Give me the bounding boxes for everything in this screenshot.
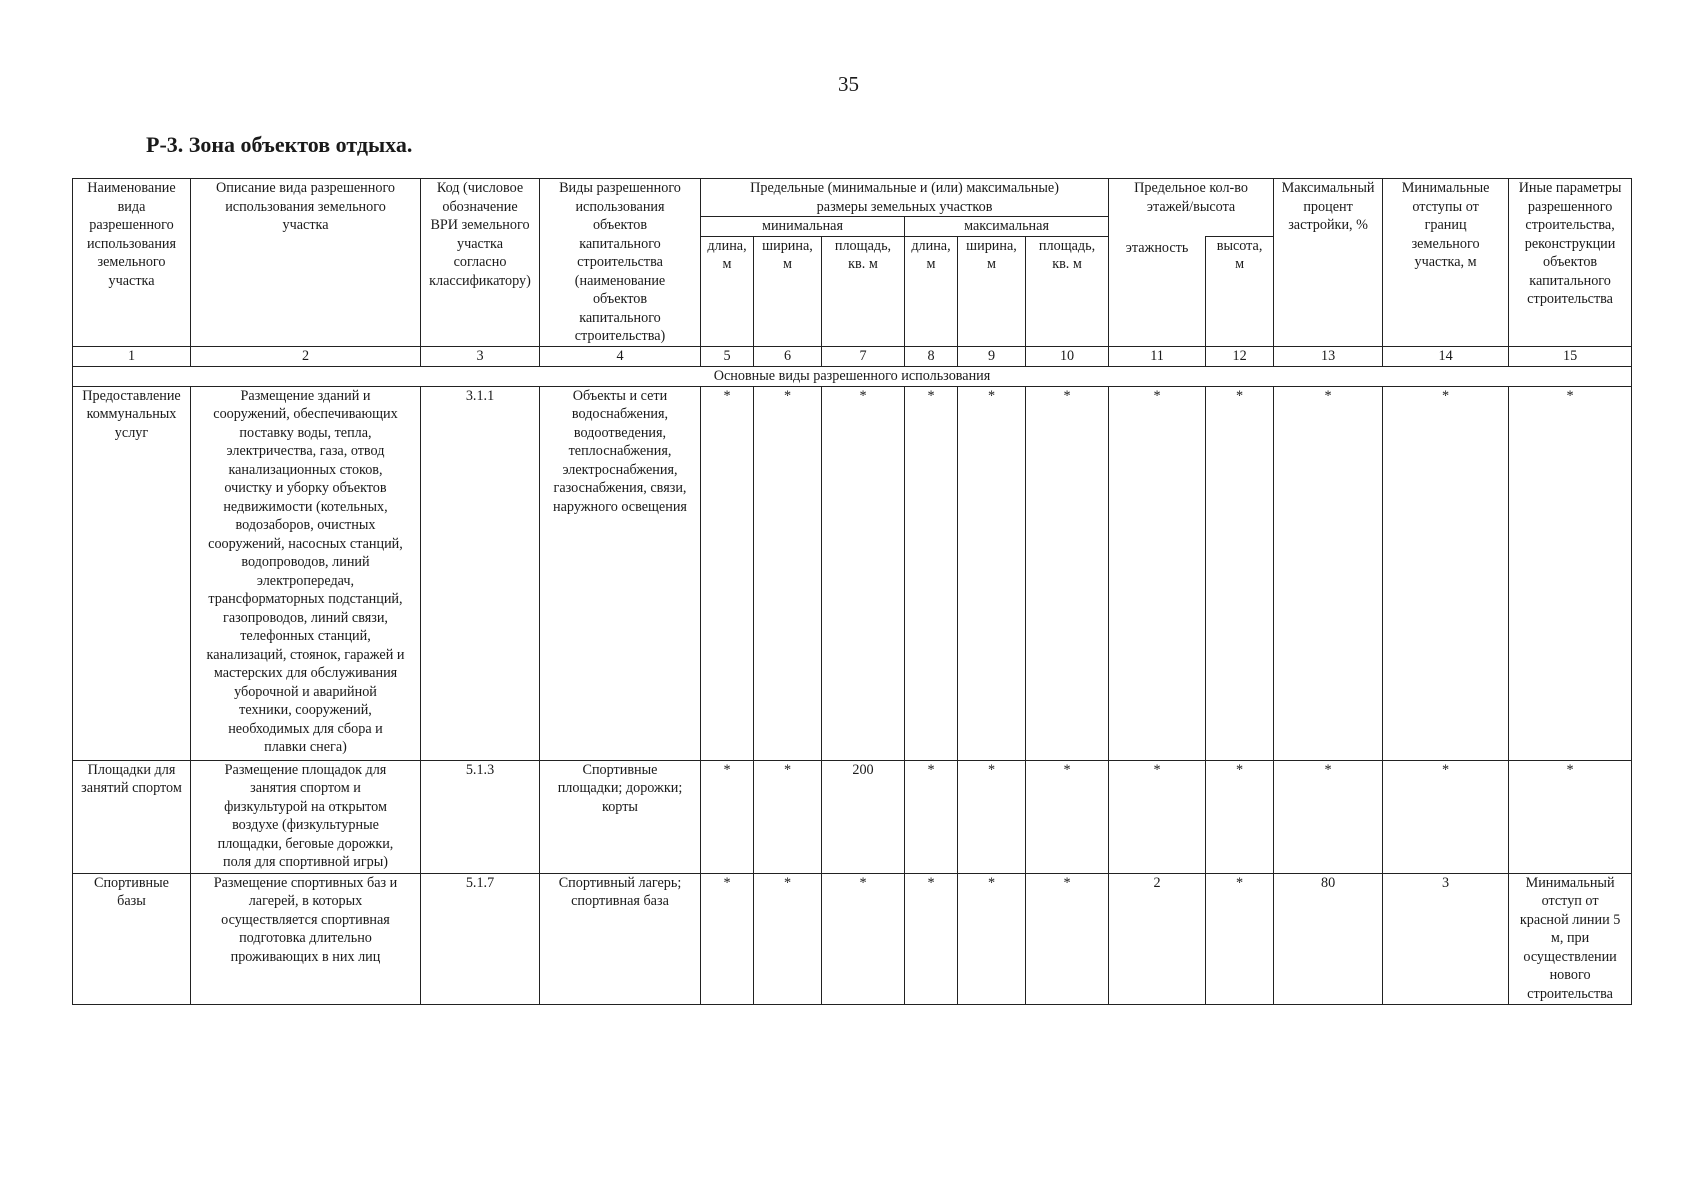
max-percent-cell: 80: [1274, 873, 1383, 1004]
column-number: 3: [421, 346, 540, 366]
header-max-percent: Максимальный процент застройки, %: [1274, 179, 1383, 347]
floors-cell: *: [1109, 760, 1206, 873]
height-cell: *: [1206, 873, 1274, 1004]
use-description: Размещение спортивных баз и лагерей, в которых осуществляется спортивная подготовка длительно проживающих в них лиц: [191, 873, 421, 1004]
table-row: [73, 386, 1632, 760]
max-percent-cell: *: [1274, 760, 1383, 873]
column-number: 13: [1274, 346, 1383, 366]
use-name: Площадки для занятий спортом: [73, 760, 191, 873]
min-length-cell: *: [701, 873, 754, 1004]
column-number: 6: [754, 346, 822, 366]
column-number: 9: [958, 346, 1026, 366]
max-length-cell: *: [905, 760, 958, 873]
use-name: Спортивные базы: [73, 873, 191, 1004]
use-description: Размещение площадок для занятия спортом и физкультурой на открытом воздухе (физкультурные площадки, беговые дорожки, поля для спортивной игры): [191, 760, 421, 873]
use-code: 5.1.7: [421, 873, 540, 1004]
zone-title: Р-3. Зона объектов отдыха.: [146, 132, 413, 157]
floors-cell: 2: [1109, 873, 1206, 1004]
use-code: 5.1.3: [421, 760, 540, 873]
column-number: 5: [701, 346, 754, 366]
header-objects: Виды разрешенного использования объектов капитального строительства (наименование объектов капитального строительства): [540, 179, 701, 347]
table-row: [73, 760, 1632, 873]
max-area-cell: *: [1026, 760, 1109, 873]
max-width-cell: *: [958, 873, 1026, 1004]
column-number: 12: [1206, 346, 1274, 366]
header-min-area: площадь, кв. м: [822, 236, 905, 346]
page-number: 35: [838, 72, 859, 96]
column-number: 4: [540, 346, 701, 366]
max-length-cell: *: [905, 873, 958, 1004]
use-objects: Спортивные площадки; дорожки; корты: [540, 760, 701, 873]
use-code: 3.1.1: [421, 386, 540, 760]
header-max-width: ширина, м: [958, 236, 1026, 346]
header-name: Наименование вида разрешенного использования земельного участка: [73, 179, 191, 347]
min-width-cell: *: [754, 873, 822, 1004]
header-floors: этажность: [1109, 236, 1206, 346]
max-area-cell: *: [1026, 873, 1109, 1004]
column-number: 15: [1509, 346, 1632, 366]
use-objects: Объекты и сети водоснабжения, водоотведения, теплоснабжения, электроснабжения, газоснабжения, связи, наружного освещения: [540, 386, 701, 760]
header-min-width: ширина, м: [754, 236, 822, 346]
max-length-cell: *: [905, 386, 958, 760]
header-floors-group: Предельное кол-во этажей/высота: [1109, 179, 1274, 237]
header-sizes-group: Предельные (минимальные и (или) максимальные) размеры земельных участков: [701, 179, 1109, 217]
other-params-cell: Минимальный отступ от красной линии 5 м, при осуществлении нового строительства: [1509, 873, 1632, 1004]
use-objects: Спортивный лагерь; спортивная база: [540, 873, 701, 1004]
header-min-group: минимальная: [701, 217, 905, 237]
min-area-cell: 200: [822, 760, 905, 873]
header-min-length: длина, м: [701, 236, 754, 346]
use-description: Размещение зданий и сооружений, обеспечивающих поставку воды, тепла, электричества, газа, отвод канализационных стоков, очистку и уборку объектов недвижимости (котельных, водозаборов, очистных сооружений, насосных станций, водопроводов, линий электропередач, трансформаторных подстанций, газопроводов, линий связи, телефонных станций, канализаций, стоянок, гаражей и мастерских для обслуживания уборочной и аварийной техники, сооружений, необходимых для сбора и плавки снега): [191, 386, 421, 760]
use-name: Предоставление коммунальных услуг: [73, 386, 191, 760]
header-description: Описание вида разрешенного использования земельного участка: [191, 179, 421, 347]
column-number: 7: [822, 346, 905, 366]
column-number: 10: [1026, 346, 1109, 366]
min-length-cell: *: [701, 386, 754, 760]
max-width-cell: *: [958, 760, 1026, 873]
column-number: 11: [1109, 346, 1206, 366]
column-number: 2: [191, 346, 421, 366]
floors-cell: *: [1109, 386, 1206, 760]
header-code: Код (числовое обозначение ВРИ земельного участка согласно классификатору): [421, 179, 540, 347]
height-cell: *: [1206, 386, 1274, 760]
column-number: 14: [1383, 346, 1509, 366]
max-area-cell: *: [1026, 386, 1109, 760]
max-width-cell: *: [958, 386, 1026, 760]
column-number: 8: [905, 346, 958, 366]
min-width-cell: *: [754, 386, 822, 760]
table-row: [73, 873, 1632, 1004]
header-max-length: длина, м: [905, 236, 958, 346]
height-cell: *: [1206, 760, 1274, 873]
header-min-setbacks: Минимальные отступы от границ земельного участка, м: [1383, 179, 1509, 347]
header-row-1: [73, 179, 1632, 217]
column-numbers-row: [73, 346, 1632, 366]
header-max-area: площадь, кв. м: [1026, 236, 1109, 346]
min-width-cell: *: [754, 760, 822, 873]
other-params-cell: *: [1509, 760, 1632, 873]
header-max-group: максимальная: [905, 217, 1109, 237]
min-area-cell: *: [822, 386, 905, 760]
zone-regulations-table: [72, 178, 1632, 1005]
max-percent-cell: *: [1274, 386, 1383, 760]
min-setback-cell: *: [1383, 386, 1509, 760]
min-setback-cell: 3: [1383, 873, 1509, 1004]
section-title: Основные виды разрешенного использования: [73, 366, 1632, 386]
other-params-cell: *: [1509, 386, 1632, 760]
min-length-cell: *: [701, 760, 754, 873]
header-height: высота, м: [1206, 236, 1274, 346]
header-other-params: Иные параметры разрешенного строительства, реконструкции объектов капитального строительства: [1509, 179, 1632, 347]
min-area-cell: *: [822, 873, 905, 1004]
min-setback-cell: *: [1383, 760, 1509, 873]
section-row: [73, 366, 1632, 386]
column-number: 1: [73, 346, 191, 366]
